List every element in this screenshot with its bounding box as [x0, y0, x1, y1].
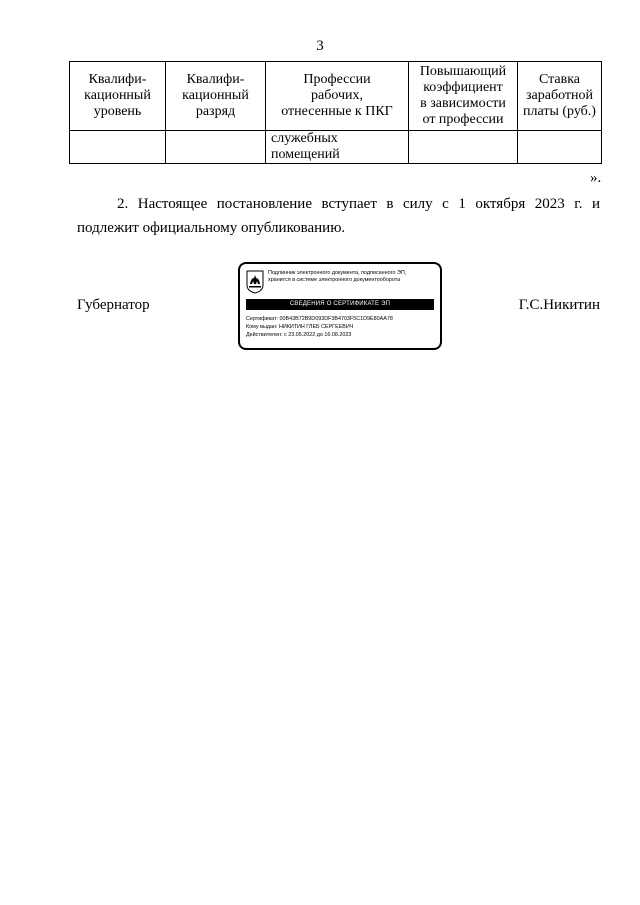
cell-level	[70, 131, 166, 164]
cell-grade	[166, 131, 266, 164]
coat-of-arms-icon	[246, 270, 264, 294]
stamp-issued-to-label: Кому выдан:	[246, 324, 278, 330]
stamp-header-line-2: хранится в системе электронного документооборота	[268, 277, 401, 283]
closing-quote: ».	[590, 170, 602, 186]
stamp-header-line-1: Подлинник электронного документа, подписанного ЭП,	[268, 270, 407, 276]
stamp-valid-row	[246, 331, 436, 339]
page-number: 3	[316, 38, 324, 54]
header-salary-rate: Ставка заработной платы (руб.)	[518, 62, 602, 131]
header-professions: Профессии рабочих, отнесенные к ПКГ	[266, 62, 409, 131]
stamp-certificate-label: Сертификат:	[246, 316, 279, 322]
header-qualification-level: Квалифи- кационный уровень	[70, 62, 166, 131]
header-coefficient: Повышающий коэффициент в зависимости от профессии	[409, 62, 518, 131]
table-header-row	[70, 62, 602, 131]
table-row	[70, 131, 602, 164]
cell-coefficient	[409, 131, 518, 164]
stamp-certificate-row	[246, 315, 436, 323]
governor-name: Г.С.Никитин	[518, 297, 600, 313]
stamp-valid-value: с 23.05.2022 до 16.08.2023	[284, 332, 352, 338]
cell-professions: служебных помещений	[266, 131, 409, 164]
stamp-issued-to-row	[246, 323, 436, 331]
stamp-certificate-value: 00B43B72B9D093DF3B4703F5C1D9E80AA78	[279, 316, 393, 322]
effective-date-paragraph: 2. Настоящее постановление вступает в силу с 1 октября 2023 г. и подлежит официальному опубликованию.	[77, 196, 600, 236]
stamp-issued-to-value: НИКИТИН ГЛЕБ СЕРГЕЕВИЧ	[278, 324, 354, 330]
stamp-bar-label: СВЕДЕНИЯ О СЕРТИФИКАТЕ ЭП	[246, 299, 434, 310]
header-qualification-grade: Квалифи- кационный разряд	[166, 62, 266, 131]
governor-title: Губернатор	[77, 297, 150, 313]
cell-rate	[518, 131, 602, 164]
stamp-valid-label: Действителен:	[246, 332, 283, 338]
salary-table	[69, 61, 602, 164]
e-signature-stamp	[238, 262, 442, 350]
